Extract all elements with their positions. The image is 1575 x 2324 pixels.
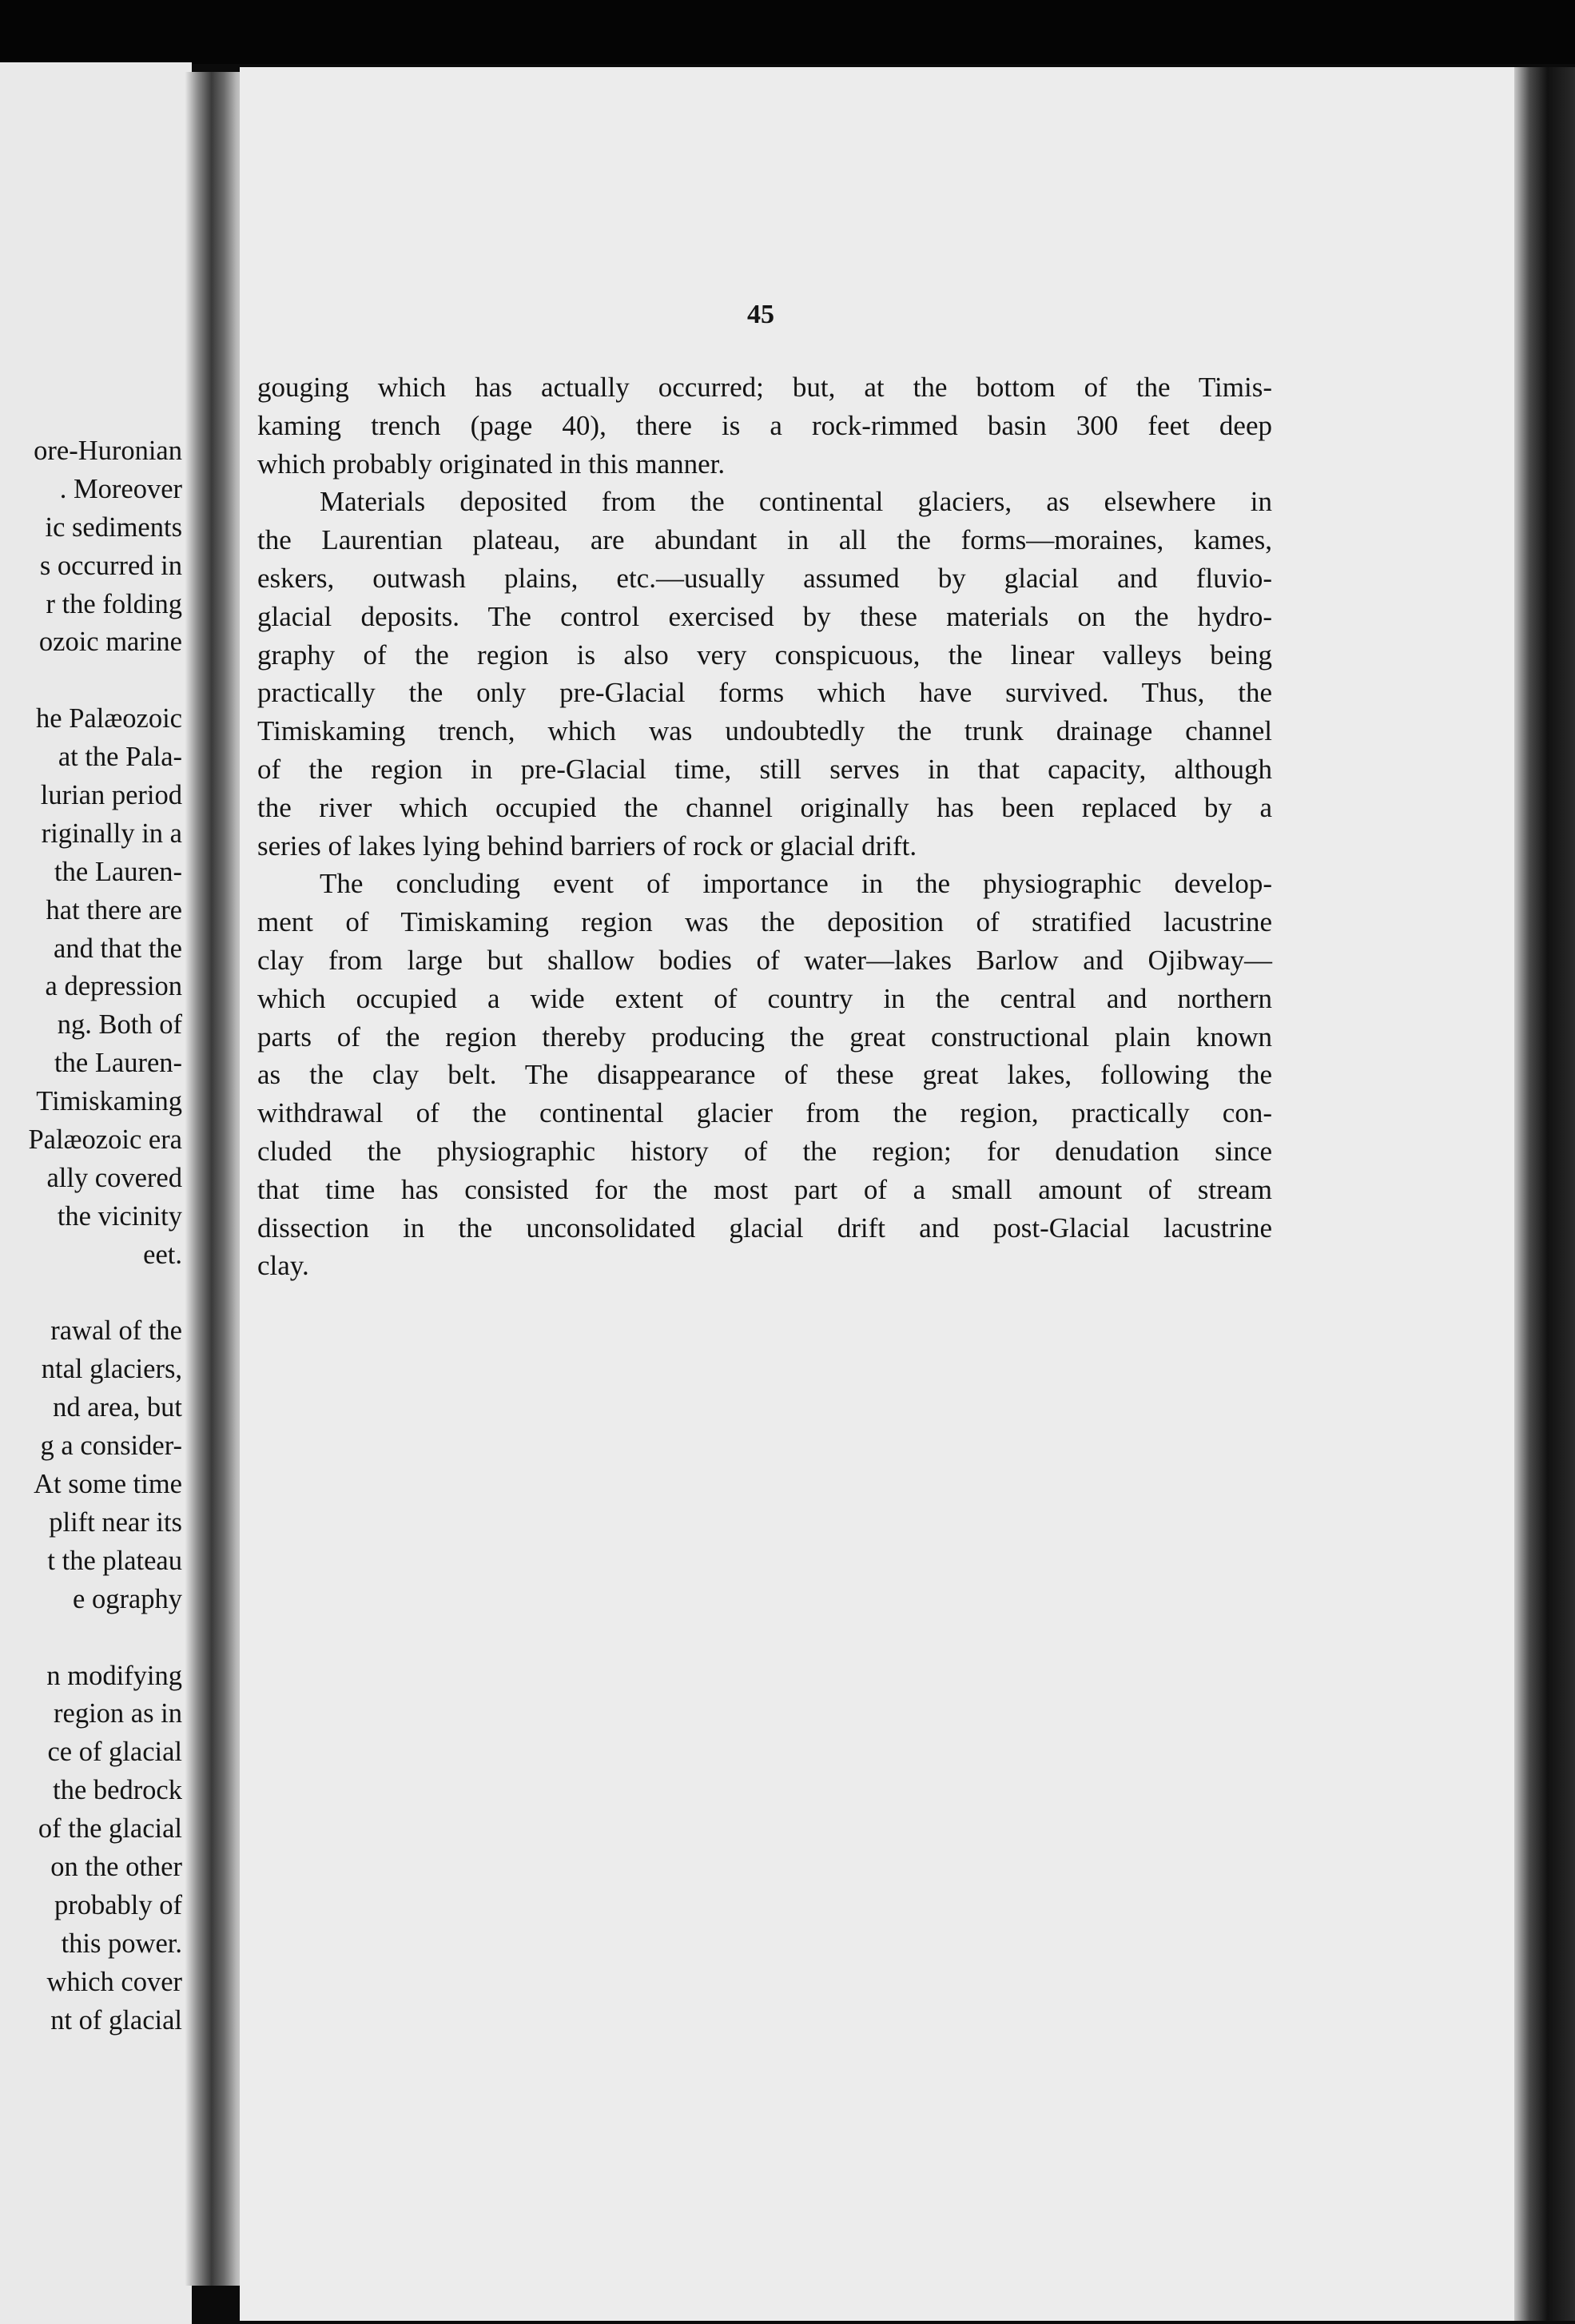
left-line: lurian period — [40, 780, 182, 811]
text-line: dissection in the unconsolidated glacial drift and post-Glacial lacustrine — [257, 1212, 1272, 1244]
left-line: this power. — [61, 1928, 182, 1959]
text-line: eskers, outwash plains, etc.—usually assumed by glacial and fluvio- — [257, 562, 1272, 594]
text-line: withdrawal of the continental glacier from the region, practically con- — [257, 1097, 1272, 1129]
left-line: ic sediments — [45, 511, 182, 543]
left-line: t the plateau — [47, 1545, 182, 1576]
page-number: 45 — [747, 300, 774, 329]
text-line: that time has consisted for the most part of a small amount of stream — [257, 1173, 1272, 1205]
left-line: hat there are — [46, 894, 182, 925]
text-line: The concluding event of importance in the physiographic develop- — [320, 868, 1272, 900]
text-line: which probably originated in this manner. — [257, 448, 726, 480]
left-line: at the Pala- — [58, 742, 182, 773]
left-line: e ography — [73, 1583, 182, 1614]
text-line: the Laurentian plateau, are abundant in all the forms—moraines, kames, — [257, 524, 1272, 556]
text-line: as the clay belt. The disappearance of these great lakes, following the — [257, 1059, 1272, 1091]
text-line: gouging which has actually occurred; but, at the bottom of the Timis- — [257, 372, 1272, 403]
left-line: of the glacial — [38, 1813, 182, 1844]
body-text — [257, 368, 1272, 1285]
left-line: Timiskaming — [36, 1086, 182, 1117]
left-line: nd area, but — [53, 1392, 182, 1423]
text-line: cluded the physiographic history of the region; for denudation since — [257, 1135, 1272, 1167]
text-line: practically the only pre-Glacial forms which have survived. Thus, the — [257, 677, 1272, 709]
left-line: ng. Both of — [57, 1009, 182, 1041]
text-line: of the region in pre-Glacial time, still serves in that capacity, although — [257, 753, 1272, 785]
text-line: ment of Timiskaming region was the deposition of stratified lacustrine — [257, 906, 1272, 938]
left-line: ntal glaciers, — [41, 1354, 182, 1385]
text-line: parts of the region thereby producing the great constructional plain known — [257, 1021, 1272, 1053]
left-line: Palæozoic era — [28, 1124, 182, 1156]
left-line: region as in — [54, 1698, 182, 1729]
text-line: clay. — [257, 1250, 309, 1282]
left-line: plift near its — [49, 1506, 182, 1538]
left-line: the vicinity — [57, 1200, 182, 1232]
left-line: rawal of the — [50, 1315, 182, 1347]
left-line: riginally in a — [41, 818, 182, 849]
left-line: n modifying — [46, 1660, 182, 1691]
left-line: and that the — [54, 933, 182, 964]
left-line: which cover — [46, 1966, 182, 1997]
left-line: ce of glacial — [47, 1737, 182, 1768]
book-gutter-shadow — [185, 72, 248, 2286]
left-line: ore-Huronian — [34, 436, 182, 466]
text-line: which occupied a wide extent of country in the central and northern — [257, 982, 1272, 1014]
left-line: the bedrock — [53, 1775, 182, 1806]
left-line: a depression — [45, 971, 182, 1002]
left-line: eet. — [143, 1239, 182, 1270]
text-line: Timiskaming trench, which was undoubtedly the trunk drainage channel — [257, 715, 1272, 747]
left-line: r the folding — [46, 588, 182, 619]
scan-top-border — [0, 0, 1575, 64]
left-line: nt of glacial — [50, 2004, 182, 2035]
left-line: he Palæozoic — [36, 703, 182, 734]
left-line: . Moreover — [59, 473, 182, 504]
text-line: clay from large but shallow bodies of water—lakes Barlow and Ojibway— — [257, 944, 1272, 976]
left-line: the Lauren- — [54, 1048, 182, 1079]
text-line: series of lakes lying behind barriers of rock or glacial drift. — [257, 830, 917, 862]
previous-page-text — [0, 432, 182, 2039]
text-line: the river which occupied the channel originally has been replaced by a — [257, 791, 1272, 823]
text-line: Materials deposited from the continental glaciers, as elsewhere in — [320, 486, 1272, 518]
text-line: glacial deposits. The control exercised by these materials on the hydro- — [257, 600, 1272, 632]
left-line: At some time — [34, 1469, 182, 1500]
left-line: probably of — [54, 1889, 182, 1920]
page-edge-shadow — [1514, 67, 1575, 2321]
left-line: ozoic marine — [38, 627, 182, 658]
text-line: kaming trench (page 40), there is a rock-rimmed basin 300 feet deep — [257, 409, 1272, 441]
left-line: the Lauren- — [54, 856, 182, 887]
left-line: s occurred in — [39, 550, 182, 581]
left-line: ally covered — [46, 1162, 182, 1193]
left-line: g a consider- — [40, 1431, 182, 1462]
left-line: on the other — [50, 1851, 182, 1882]
text-line: graphy of the region is also very conspicuous, the linear valleys being — [257, 639, 1272, 671]
previous-page — [0, 62, 192, 2324]
